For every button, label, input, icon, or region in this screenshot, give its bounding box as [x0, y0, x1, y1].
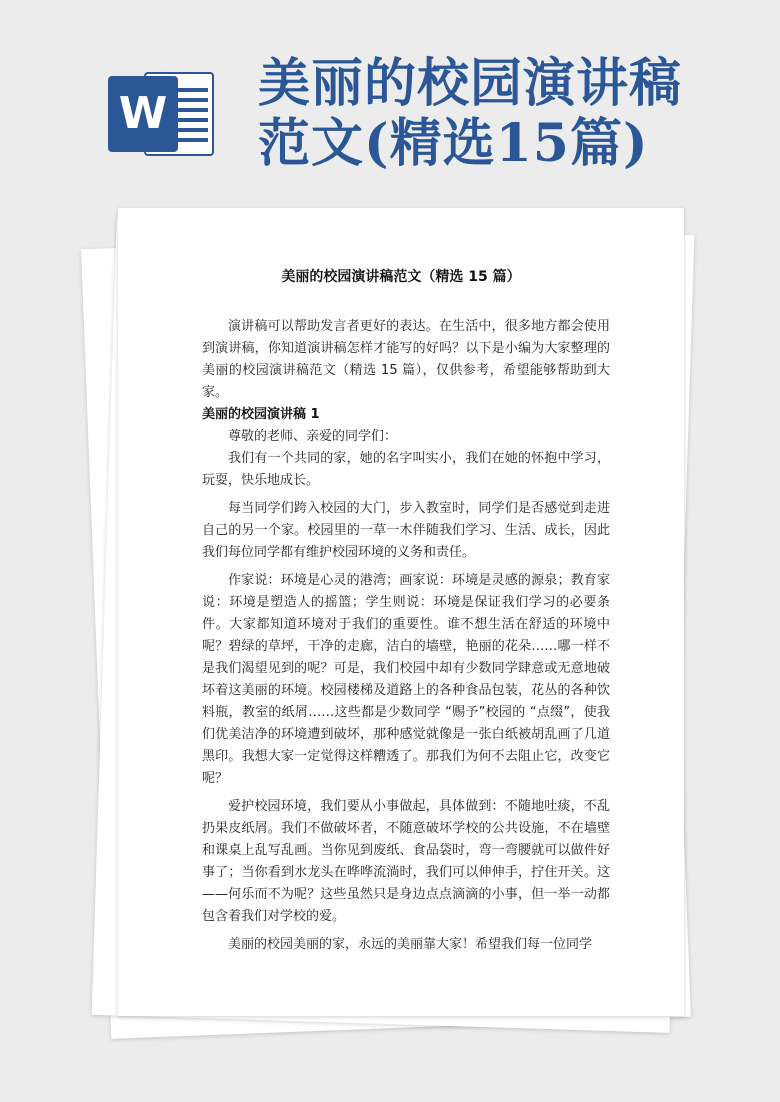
page-title-line-2: 范文(精选15篇)	[258, 113, 649, 174]
page-title	[258, 54, 758, 174]
greeting: 尊敬的老师、亲爱的同学们：	[228, 429, 398, 444]
document-page	[118, 208, 684, 1016]
paragraph-5: 美丽的校园美丽的家，永远的美丽靠大家！希望我们每一位同学	[228, 937, 593, 952]
page-title-line-1: 美丽的校园演讲稿	[258, 53, 683, 114]
document-body	[202, 316, 610, 962]
word-doc-icon	[108, 64, 220, 158]
paragraph-3: 作家说：环境是心灵的港湾；画家说：环境是灵感的源泉；教育家说：环境是塑造人的摇篮；学生则说：环境是保证我们学习的必要条件。大家都知道环境对于我们的重要性。谁不想生活在舒适的环境中呢？碧绿的草坪，干净的走廊，洁白的墙壁，艳丽的花朵……哪一样不是我们渴望见到的呢？可是，我们校园中却有少数同学肆意或无意地破坏着这美丽的环境。校园楼梯及道路上的各种食品包装，花丛的各种饮料瓶，教室的纸屑……这些都是少数同学 “赐予”校园的 “点缀”，使我们优美洁净的环境遭到破坏，那种感觉就像是一张白纸被胡乱画了几道黑印。我想大家一定觉得这样糟透了。那我们为何不去阻止它，改变它呢？	[202, 573, 610, 786]
word-badge: W	[108, 76, 178, 152]
header	[0, 0, 780, 200]
paragraph-2: 每当同学们跨入校园的大门，步入教室时，同学们是否感觉到走进自己的另一个家。校园里的一草一木伴随我们学习、生活、成长，因此我们每位同学都有维护校园环境的义务和责任。	[202, 501, 610, 560]
paragraph-4: 爱护校园环境，我们要从小事做起，具体做到：不随地吐痰，不乱扔果皮纸屑。我们不做破坏者，不随意破坏学校的公共设施，不在墙壁和课桌上乱写乱画。当你见到废纸、食品袋时，弯一弯腰就可以做件好事了；当你看到水龙头在哗哗流淌时，我们可以伸伸手，拧住开关。这——何乐而不为呢？这些虽然只是身边点点滴滴的小事，但一举一动都包含着我们对学校的爱。	[202, 799, 610, 924]
intro-paragraph: 演讲稿可以帮助发言者更好的表达。在生活中，很多地方都会使用到演讲稿，你知道演讲稿怎样才能写的好吗？以下是小编为大家整理的美丽的校园演讲稿范文（精选 15 篇），仅供参考，希望能够帮助到大家。	[202, 319, 610, 400]
paragraph-1: 我们有一个共同的家，她的名字叫实小，我们在她的怀抱中学习，玩耍，快乐地成长。	[202, 451, 610, 488]
section-heading: 美丽的校园演讲稿 1	[202, 407, 320, 422]
document-title: 美丽的校园演讲稿范文（精选 15 篇）	[281, 269, 521, 285]
